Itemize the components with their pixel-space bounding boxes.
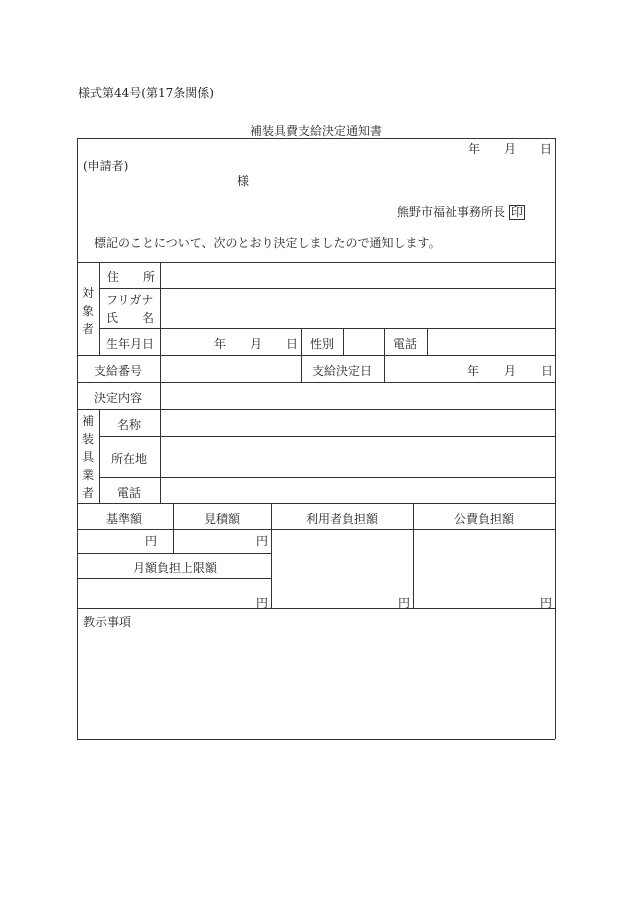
form-title: 補装具費支給決定通知書: [249, 124, 383, 138]
vendor-label-char: 業: [81, 468, 95, 482]
honorific: 様: [237, 174, 250, 188]
decision-month-label: 月: [504, 364, 517, 378]
notice-text: 標記のことについて、次のとおり決定しましたので通知します。: [94, 236, 441, 250]
name-label: 氏 名: [106, 311, 155, 325]
form-number: 様式第44号(第17条関係): [78, 86, 214, 100]
birth-month-label: 月: [250, 337, 263, 351]
subject-label-char: 者: [81, 322, 95, 336]
address-label: 住 所: [107, 270, 156, 284]
vendor-label-char: 者: [81, 486, 95, 500]
table-row-line: [99, 477, 555, 478]
decision-date-label: 支給決定日: [311, 364, 373, 378]
base-amount-yen: 円: [145, 534, 158, 548]
table-border-bottom: [77, 739, 555, 740]
table-border-top: [77, 138, 555, 139]
payment-number-label: 支給番号: [93, 364, 143, 378]
user-burden-label: 利用者負担額: [305, 512, 379, 526]
user-burden-yen: 円: [398, 596, 411, 610]
table-row-line: [77, 578, 271, 579]
applicant-label: (申請者): [83, 159, 129, 173]
monthly-limit-label: 月額負担上限額: [132, 561, 218, 575]
vendor-name-label: 名称: [116, 418, 142, 432]
table-col-line: [343, 328, 344, 355]
public-burden-yen: 円: [540, 596, 553, 610]
table-col-line: [427, 328, 428, 355]
table-col-line: [413, 503, 414, 608]
birth-day-label: 日: [286, 337, 299, 351]
vendor-group-label: [82, 412, 94, 502]
furigana-label: フリガナ: [106, 293, 154, 307]
table-row-line: [99, 288, 555, 289]
table-col-line: [160, 262, 161, 382]
estimate-amount-label: 見積額: [203, 512, 241, 526]
table-col-line: [173, 503, 174, 553]
subject-label-char: 対: [81, 286, 95, 300]
vendor-location-label: 所在地: [110, 452, 148, 466]
table-row-line: [77, 409, 555, 410]
birthdate-label: 生年月日: [106, 337, 155, 351]
table-border-right: [555, 138, 556, 739]
vendor-label-char: 装: [81, 432, 95, 446]
table-row-line: [77, 262, 555, 263]
subject-label-char: 象: [81, 304, 95, 318]
table-col-line: [384, 328, 385, 382]
phone-label: 電話: [392, 337, 418, 351]
birth-year-label: 年: [214, 337, 227, 351]
public-burden-label: 公費負担額: [453, 512, 515, 526]
table-col-line: [301, 328, 302, 382]
issuer-name: 熊野市福祉事務所長: [397, 205, 506, 219]
table-row-line: [77, 608, 555, 609]
issuer-line: [397, 203, 525, 220]
table-col-line: [99, 409, 100, 503]
subject-group-label: [82, 284, 94, 338]
monthly-limit-yen: 円: [256, 596, 269, 610]
table-row-line: [99, 328, 555, 329]
instruction-label: 教示事項: [83, 615, 132, 629]
table-row-line: [99, 436, 555, 437]
table-row-line: [77, 553, 271, 554]
gender-label: 性別: [309, 337, 335, 351]
decision-content-label: 決定内容: [93, 391, 143, 405]
table-row-line: [77, 382, 555, 383]
base-amount-label: 基準額: [105, 512, 143, 526]
table-row-line: [77, 529, 555, 530]
vendor-label-char: 具: [81, 450, 95, 464]
table-row-line: [77, 355, 555, 356]
decision-day-label: 日: [541, 364, 554, 378]
table-col-line: [271, 503, 272, 608]
seal-mark: 印: [510, 205, 523, 219]
vendor-phone-label: 電話: [116, 486, 142, 500]
table-col-line: [99, 262, 100, 355]
table-col-line: [160, 382, 161, 503]
decision-year-label: 年: [467, 364, 480, 378]
vendor-label-char: 補: [81, 414, 95, 428]
table-row-line: [77, 503, 555, 504]
estimate-amount-yen: 円: [256, 534, 269, 548]
table-border-left: [77, 138, 78, 739]
issue-date: 年 月 日: [468, 142, 553, 156]
